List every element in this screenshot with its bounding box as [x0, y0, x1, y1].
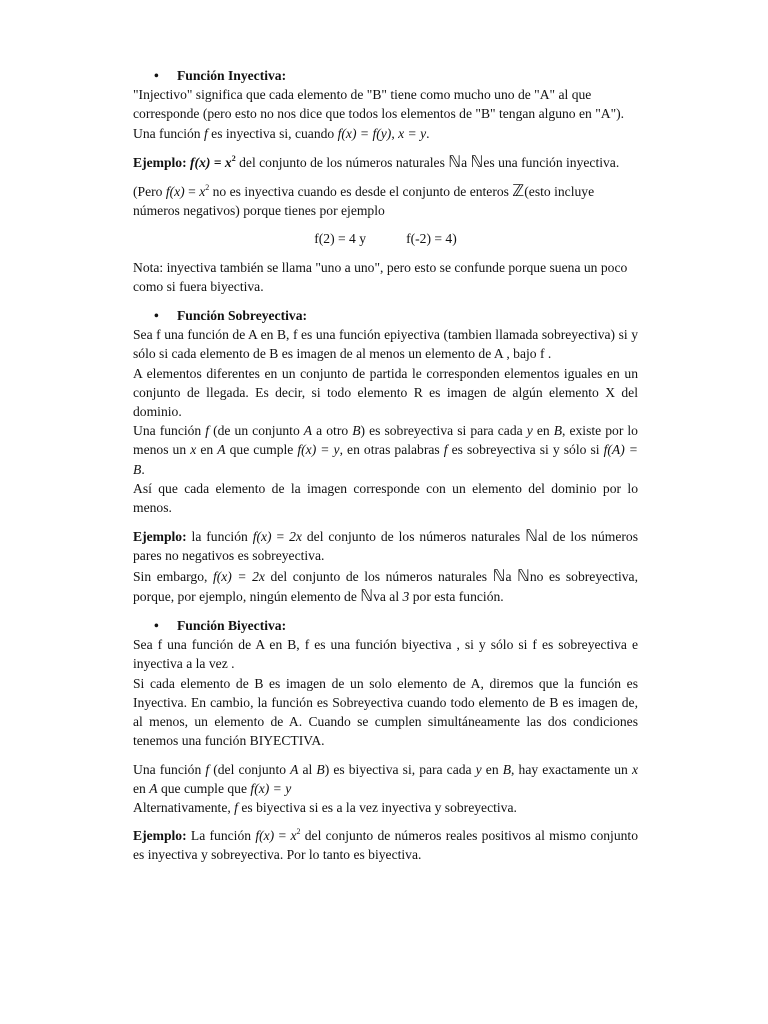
naturals-symbol: ℕ [470, 151, 484, 171]
integers-symbol: ℤ [512, 181, 525, 201]
formula-example: f(2) = 4 y f(-2) = 4) [314, 231, 457, 247]
paragraph-alternativamente: Alternativamente, f es biyectiva si es a la vez inyectiva y sobreyectiva. [133, 799, 517, 815]
paragraph-elementos-diferentes: A elementos diferentes en un conjunto de partida le corresponden elementos iguales en un conjunto de llegada. Es decir, si todo elemento R es imagen de algún elemento X del dominio. [133, 365, 638, 420]
paragraph-ejemplo-inyectiva: Ejemplo: $f(x) = x^2$ del conjunto de los números naturales ℕa ℕes una función inyectiva. [133, 151, 620, 171]
bullet-icon: • [154, 68, 159, 83]
paragraph-sobreyectiva-formal: Una función f (de un conjunto A a otro B) es sobreyectiva si para cada y en B, existe por lo menos un x en A que cumple f(x) = y, en otras palabras f es sobreyectiva si y sólo si f(A) = B. [133, 423, 638, 477]
heading-funcion-sobreyectiva: • Función Sobreyectiva: [133, 306, 638, 325]
paragraph-pero-enteros: (Pero $f(x) = x^2$ no es inyectiva cuando es desde el conjunto de enteros ℤ(esto incluye números negativos) porque tienes por ejemplo [133, 181, 595, 219]
paragraph-ejemplo-sobreyectiva: Ejemplo: la función f(x) = 2x del conjunto de los números naturales ℕal de los números pares no negativos es sobreyectiva. [133, 526, 639, 564]
bullet-icon: • [154, 308, 159, 324]
naturals-symbol: ℕ [448, 151, 462, 171]
heading-funcion-inyectiva: • Función Inyectiva: [133, 66, 638, 85]
heading-funcion-biyectiva: • Función Biyectiva: [133, 616, 638, 635]
paragraph-sobreyectiva-def: Sea f una función de A en B, f es una función epiyectiva (tambien llamada sobreyectiva) si y sólo si cada elemento de B es imagen de al menos un elemento de A , bajo f . [133, 327, 638, 362]
naturals-symbol: ℕ [492, 565, 506, 585]
paragraph-si-cada-elemento: Si cada elemento de B es imagen de un solo elemento de A, diremos que la función es Inyectiva. En cambio, la función es Sobreyectiva cuando todo elemento de B es imagen de, al menos, un elemento de A. Cuando se cumplen simultáneamente las dos condiciones tenemos una función BIYECTIVA. [133, 675, 638, 749]
paragraph-definicion-inyectiva: Una función f es inyectiva si, cuando f(x) = f(y), x = y. [133, 125, 430, 141]
naturals-symbol: ℕ [360, 585, 374, 605]
paragraph-ejemplo-biyectiva: Ejemplo: La función $f(x) = x^2$ del conjunto de números reales positivos al mismo conjunto es inyectiva y sobreyectiva. Por lo tanto es biyectiva. [133, 827, 638, 863]
naturals-symbol: ℕ [525, 526, 538, 546]
paragraph-biyectiva-formal: Una función f (del conjunto A al B) es biyectiva si, para cada y en B, hay exactamente un x en A que cumple que f(x) = y [133, 761, 638, 796]
document-content [133, 66, 638, 865]
paragraph-asi-que: Así que cada elemento de la imagen corresponde con un elemento del dominio por lo menos. [133, 480, 638, 516]
naturals-symbol: ℕ [517, 565, 530, 585]
paragraph-biyectiva-def: Sea f una función de A en B, f es una función biyectiva , si y sólo si f es sobreyectiva e inyectiva a la vez . [133, 637, 638, 672]
paragraph-sin-embargo: Sin embargo, f(x) = 2x del conjunto de los números naturales ℕa ℕno es sobreyectiva, porque, por ejemplo, ningún elemento de ℕva al 3 por esta función. [133, 565, 638, 605]
paragraph-injectivo: "Injectivo" significa que cada elemento de "B" tiene como mucho uno de "A" al que corresponde (pero esto no nos dice que todos los elementos de "B" tengan alguno en "A"). [133, 87, 625, 122]
paragraph-nota: Nota: inyectiva también se llama "uno a uno", pero esto se confunde porque suena un poco como si fuera biyectiva. [133, 259, 628, 294]
bullet-icon: • [154, 618, 159, 634]
